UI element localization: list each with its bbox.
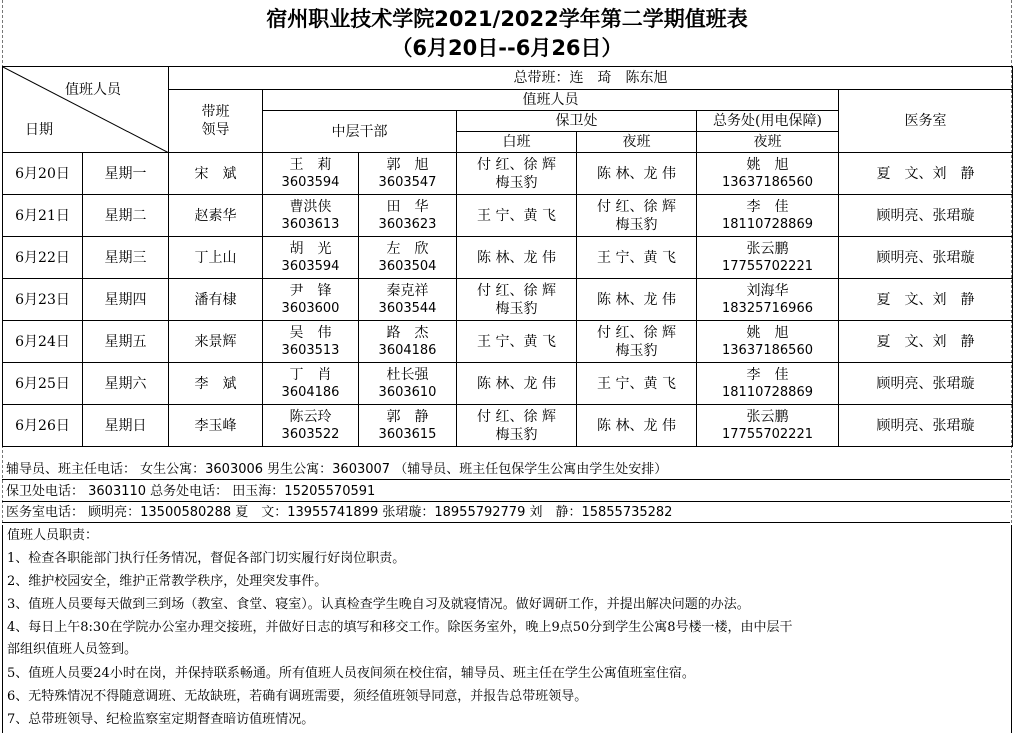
row-middle-2-name: 秦克祥 bbox=[386, 282, 429, 299]
table-row bbox=[3, 363, 1013, 405]
table-row bbox=[3, 321, 1013, 363]
duty-item: 5、值班人员要24小时在岗，并保持联系畅通。所有值班人员夜间须在校住宿，辅导员、班主任在学生公寓值班室住宿。 bbox=[7, 666, 695, 681]
row-general-affairs-phone: 13637186560 bbox=[722, 342, 813, 358]
corner-top-label: 值班人员 bbox=[65, 82, 121, 98]
duty-table bbox=[2, 66, 1013, 447]
duty-item: 部组织值班人员签到。 bbox=[7, 642, 138, 657]
row-general-affairs-name: 刘海华 bbox=[746, 282, 789, 299]
row-middle-1-phone: 3603522 bbox=[281, 426, 340, 442]
row-general-affairs bbox=[697, 195, 839, 237]
duty-item: 4、每日上午8:30在学院办公室办理交接班，并做好日志的填写和移交工作。除医务室外，晚上9点50分到学生公寓8号楼一楼，由中层干 bbox=[7, 620, 793, 635]
row-general-affairs bbox=[697, 153, 839, 195]
row-security-day: 王 宁、黄 飞 bbox=[457, 321, 577, 363]
row-general-affairs-phone: 13637186560 bbox=[722, 174, 813, 190]
duties-section bbox=[2, 525, 1012, 733]
duty-item: 6、无特殊情况不得随意调班、无故缺班，若确有调班需要，须经值班领导同意，并报告总带班领导。 bbox=[7, 689, 588, 704]
row-middle-2-name: 路 杰 bbox=[386, 324, 429, 341]
duty-item: 1、检查各职能部门执行任务情况，督促各部门切实履行好岗位职责。 bbox=[7, 551, 406, 566]
page-title: 宿州职业技术学院2021/2022学年第二学期值班表 bbox=[266, 7, 748, 31]
row-weekday: 星期六 bbox=[83, 363, 169, 405]
row-middle-2-phone: 3603623 bbox=[378, 216, 437, 232]
row-medical: 夏 文、刘 静 bbox=[839, 153, 1013, 195]
row-general-affairs-name: 张云鹏 bbox=[746, 240, 789, 257]
corner-header bbox=[3, 67, 169, 153]
row-date: 6月23日 bbox=[3, 279, 83, 321]
row-middle-2-phone: 3603610 bbox=[378, 384, 437, 400]
row-middle-2-phone: 3603504 bbox=[378, 258, 437, 274]
table-row bbox=[3, 153, 1013, 195]
row-general-affairs bbox=[697, 321, 839, 363]
row-middle-1-phone: 3603600 bbox=[281, 300, 340, 316]
col-duty-staff: 值班人员 bbox=[263, 90, 839, 111]
duty-item: 3、值班人员要每天做到三到场（教室、食堂、寝室）。认真检查学生晚自习及就寝情况。做好调研工作，并提出解决问题的办法。 bbox=[7, 597, 750, 612]
duty-item: 7、总带班领导、纪检监察室定期督查暗访值班情况。 bbox=[7, 712, 315, 727]
row-middle-2 bbox=[359, 363, 457, 405]
row-leader: 潘有棣 bbox=[169, 279, 263, 321]
row-middle-2-phone: 3603544 bbox=[378, 300, 437, 316]
col-leader: 带班 领导 bbox=[169, 90, 263, 153]
general-duty: 总带班：连 琦 陈东旭 bbox=[169, 67, 1013, 90]
sub-night: 夜班 bbox=[577, 132, 697, 153]
row-general-affairs-name: 姚 旭 bbox=[746, 324, 789, 341]
row-middle-2-phone: 3604186 bbox=[378, 342, 437, 358]
row-medical: 顾明亮、张珺璇 bbox=[839, 405, 1013, 447]
row-weekday: 星期一 bbox=[83, 153, 169, 195]
row-middle-1-phone: 3603613 bbox=[281, 216, 340, 232]
row-middle-1 bbox=[263, 363, 359, 405]
row-leader: 李玉峰 bbox=[169, 405, 263, 447]
table-row bbox=[3, 195, 1013, 237]
row-security-night: 付 红、徐 辉 梅玉豹 bbox=[577, 195, 697, 237]
row-general-affairs bbox=[697, 363, 839, 405]
row-security-day: 付 红、徐 辉 梅玉豹 bbox=[457, 405, 577, 447]
row-medical: 夏 文、刘 静 bbox=[839, 279, 1013, 321]
contact-line-2: 保卫处电话： 3603110 总务处电话： 田玉海：15205570591 bbox=[2, 481, 1010, 502]
row-middle-2 bbox=[359, 237, 457, 279]
corner-bottom-label: 日期 bbox=[25, 122, 53, 138]
row-general-affairs bbox=[697, 405, 839, 447]
duty-item: 2、维护校园安全，维护正常教学秩序，处理突发事件。 bbox=[7, 574, 328, 589]
row-security-day: 陈 林、龙 伟 bbox=[457, 363, 577, 405]
row-middle-1 bbox=[263, 153, 359, 195]
row-middle-1-phone: 3603594 bbox=[281, 258, 340, 274]
row-middle-1-phone: 3603513 bbox=[281, 342, 340, 358]
row-middle-1-name: 曹洪侠 bbox=[289, 198, 332, 215]
row-leader: 李 斌 bbox=[169, 363, 263, 405]
row-middle-1-phone: 3603594 bbox=[281, 174, 340, 190]
row-security-day: 付 红、徐 辉 梅玉豹 bbox=[457, 153, 577, 195]
row-general-affairs-phone: 18110728869 bbox=[722, 384, 813, 400]
row-general-affairs-phone: 17755702221 bbox=[722, 258, 813, 274]
col-general-affairs: 总务处(用电保障) bbox=[697, 111, 839, 132]
row-medical: 顾明亮、张珺璇 bbox=[839, 195, 1013, 237]
table-row bbox=[3, 405, 1013, 447]
row-middle-2 bbox=[359, 321, 457, 363]
sub-day: 白班 bbox=[457, 132, 577, 153]
row-leader: 来景辉 bbox=[169, 321, 263, 363]
row-middle-2 bbox=[359, 279, 457, 321]
table-row bbox=[3, 237, 1013, 279]
col-middle: 中层干部 bbox=[263, 111, 457, 153]
row-date: 6月25日 bbox=[3, 363, 83, 405]
row-middle-1-name: 王 莉 bbox=[289, 156, 332, 173]
row-leader: 宋 斌 bbox=[169, 153, 263, 195]
row-general-affairs-name: 姚 旭 bbox=[746, 156, 789, 173]
row-middle-1 bbox=[263, 195, 359, 237]
row-security-day: 付 红、徐 辉 梅玉豹 bbox=[457, 279, 577, 321]
row-medical: 顾明亮、张珺璇 bbox=[839, 363, 1013, 405]
row-security-day: 王 宁、黄 飞 bbox=[457, 195, 577, 237]
row-leader: 丁上山 bbox=[169, 237, 263, 279]
row-middle-2-name: 郭 静 bbox=[386, 408, 429, 425]
row-general-affairs bbox=[697, 237, 839, 279]
row-security-night: 陈 林、龙 伟 bbox=[577, 153, 697, 195]
row-middle-1-name: 胡 光 bbox=[289, 240, 332, 257]
contact-line-3: 医务室电话： 顾明亮：13500580288 夏 文：13955741899 张珺璇：18955792779 刘 静：15855735282 bbox=[2, 502, 1010, 523]
row-middle-2 bbox=[359, 153, 457, 195]
row-middle-1-name: 陈云玲 bbox=[289, 408, 332, 425]
row-weekday: 星期二 bbox=[83, 195, 169, 237]
row-middle-2-name: 杜长强 bbox=[386, 366, 429, 383]
row-medical: 顾明亮、张珺璇 bbox=[839, 237, 1013, 279]
row-middle-1 bbox=[263, 237, 359, 279]
diagonal-line bbox=[3, 67, 169, 153]
row-middle-1-name: 尹 锋 bbox=[289, 282, 332, 299]
row-general-affairs-name: 张云鹏 bbox=[746, 408, 789, 425]
row-security-night: 陈 林、龙 伟 bbox=[577, 405, 697, 447]
row-general-affairs bbox=[697, 279, 839, 321]
row-middle-1 bbox=[263, 321, 359, 363]
row-weekday: 星期五 bbox=[83, 321, 169, 363]
row-weekday: 星期日 bbox=[83, 405, 169, 447]
row-security-day: 陈 林、龙 伟 bbox=[457, 237, 577, 279]
date-range: （6月20日--6月26日） bbox=[391, 36, 623, 60]
row-general-affairs-phone: 18110728869 bbox=[722, 216, 813, 232]
row-middle-1-name: 丁 肖 bbox=[289, 366, 332, 383]
row-general-affairs-phone: 17755702221 bbox=[722, 426, 813, 442]
row-date: 6月22日 bbox=[3, 237, 83, 279]
row-middle-2-name: 左 欣 bbox=[386, 240, 429, 257]
row-middle-2 bbox=[359, 405, 457, 447]
row-security-night: 王 宁、黄 飞 bbox=[577, 363, 697, 405]
row-middle-2 bbox=[359, 195, 457, 237]
row-date: 6月26日 bbox=[3, 405, 83, 447]
col-security: 保卫处 bbox=[457, 111, 697, 132]
row-date: 6月24日 bbox=[3, 321, 83, 363]
row-general-affairs-name: 李 佳 bbox=[746, 198, 789, 215]
row-middle-2-phone: 3603547 bbox=[378, 174, 437, 190]
row-date: 6月20日 bbox=[3, 153, 83, 195]
row-security-night: 付 红、徐 辉 梅玉豹 bbox=[577, 321, 697, 363]
duties-heading: 值班人员职责： bbox=[7, 528, 99, 543]
row-middle-2-name: 郭 旭 bbox=[386, 156, 429, 173]
row-security-night: 陈 林、龙 伟 bbox=[577, 279, 697, 321]
col-medical: 医务室 bbox=[839, 90, 1013, 153]
row-middle-1-name: 吴 伟 bbox=[289, 324, 332, 341]
row-medical: 夏 文、刘 静 bbox=[839, 321, 1013, 363]
row-date: 6月21日 bbox=[3, 195, 83, 237]
row-middle-2-phone: 3603615 bbox=[378, 426, 437, 442]
table-row bbox=[3, 279, 1013, 321]
row-weekday: 星期三 bbox=[83, 237, 169, 279]
row-leader: 赵素华 bbox=[169, 195, 263, 237]
row-general-affairs-phone: 18325716966 bbox=[722, 300, 813, 316]
row-middle-1 bbox=[263, 279, 359, 321]
row-middle-2-name: 田 华 bbox=[386, 198, 429, 215]
contact-line-1: 辅导员、班主任电话： 女生公寓：3603006 男生公寓：3603007 （辅导员、班主任包保学生公寓由学生处安排） bbox=[2, 459, 1010, 480]
row-middle-1 bbox=[263, 405, 359, 447]
row-general-affairs-name: 李 佳 bbox=[746, 366, 789, 383]
sub-ga-night: 夜班 bbox=[697, 132, 839, 153]
row-middle-1-phone: 3604186 bbox=[281, 384, 340, 400]
row-security-night: 王 宁、黄 飞 bbox=[577, 237, 697, 279]
row-weekday: 星期四 bbox=[83, 279, 169, 321]
